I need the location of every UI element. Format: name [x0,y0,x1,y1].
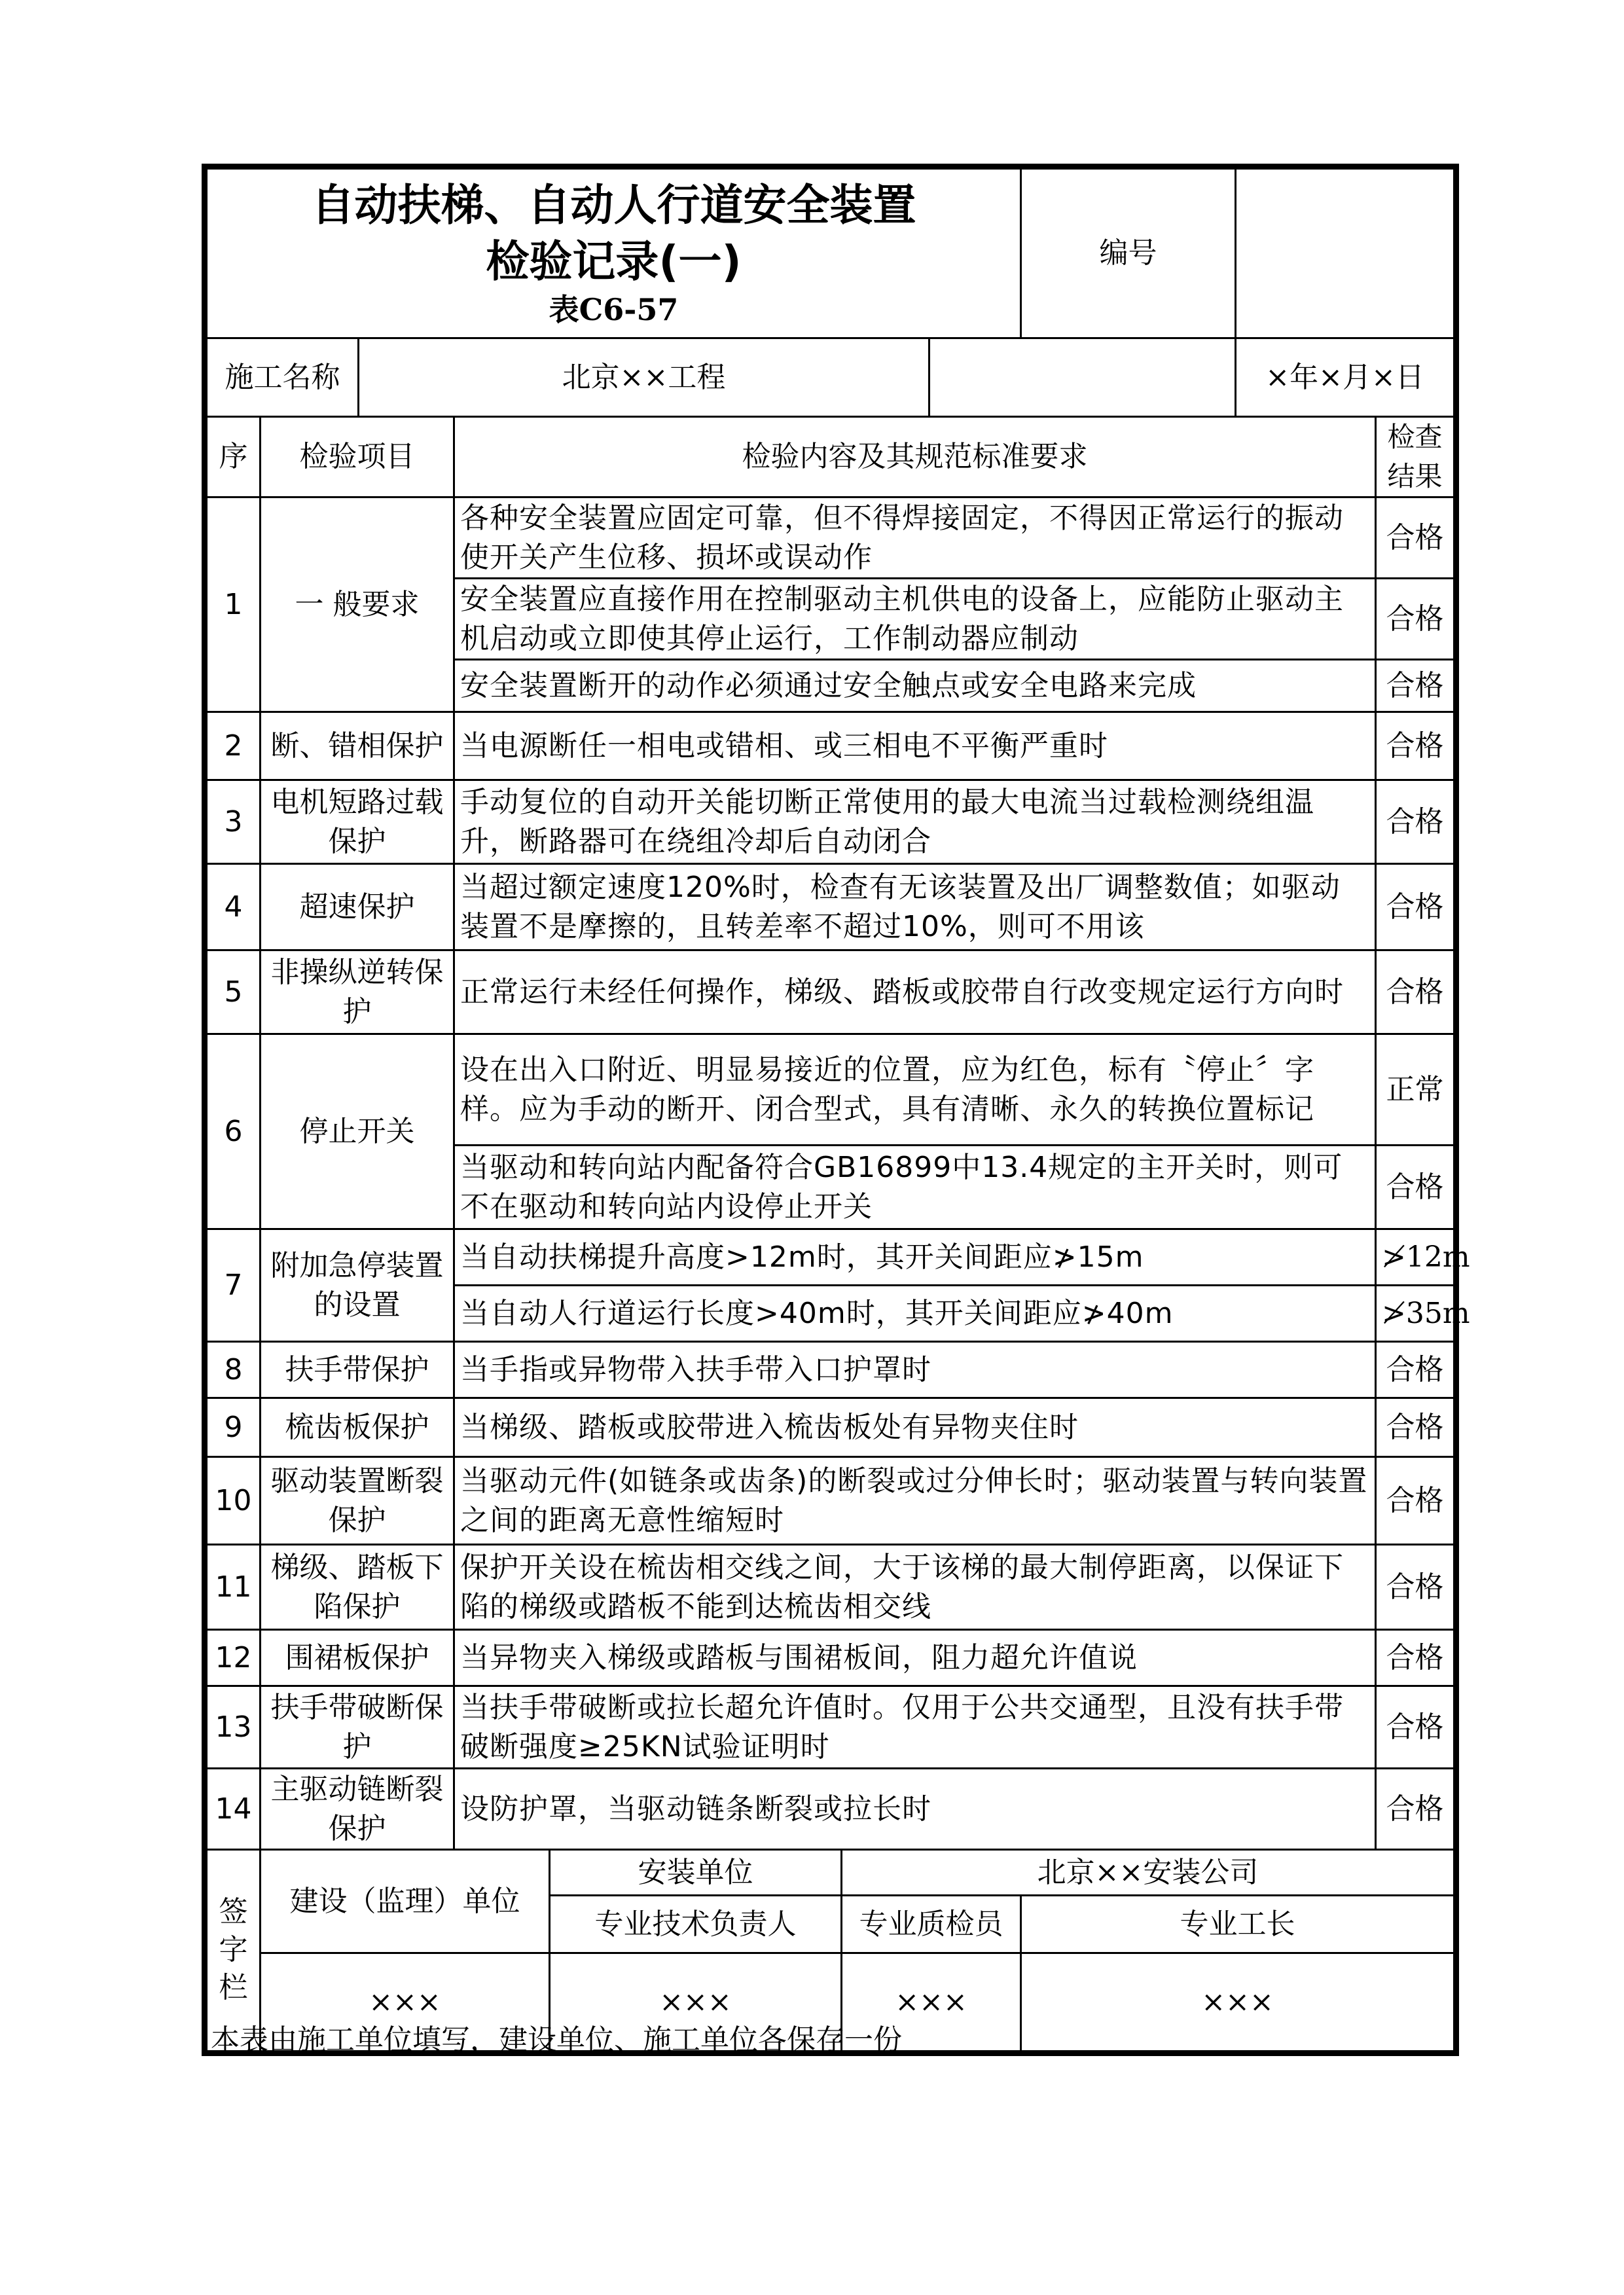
row-content: 各种安全装置应固定可靠，但不得焊接固定，不得因正常运行的振动使开关产生位移、损坏或误动作 [454,497,1376,579]
row-item: 一 般要求 [261,497,454,712]
qc-label: 专业质检员 [842,1896,1021,1953]
install-unit-label: 安装单位 [550,1850,842,1896]
row-result[interactable]: 合格 [1376,712,1454,780]
signature-label: 签字栏 [219,1895,248,2004]
row-seq: 4 [207,864,261,950]
row-content: 当超过额定速度120%时，检查有无该装置及出厂调整数值；如驱动装置不是摩擦的，且转差率不超过10%，则可不用该 [454,864,1376,950]
footnote: 本表由施工单位填写，建设单位、施工单位各保存一份 [211,2023,902,2057]
row-content: 设防护罩，当驱动链条断裂或拉长时 [454,1769,1376,1850]
owner-signature[interactable]: ××× [261,1953,550,2051]
form-title-cell [207,169,1021,338]
row-content: 保护开关设在梳齿相交线之间，大于该梯的最大制停距离，以保证下陷的梯级或踏板不能到达梳齿相交线 [454,1545,1376,1630]
tech-lead-label: 专业技术负责人 [550,1896,842,1953]
row-content: 设在出入口附近、明显易接近的位置，应为红色，标有〝停止〞字样。应为手动的断开、闭合型式，具有清晰、永久的转换位置标记 [454,1034,1376,1146]
row-content: 当驱动元件(如链条或齿条)的断裂或过分伸长时；驱动装置与转向装置之间的距离无意性缩短时 [454,1457,1376,1545]
row-item: 梳齿板保护 [261,1398,454,1457]
row-item: 超速保护 [261,864,454,950]
number-label: 编号 [1021,169,1236,338]
col-content-header: 检验内容及其规范标准要求 [454,417,1376,497]
row-seq: 3 [207,780,261,864]
row-seq: 12 [207,1630,261,1686]
row-item: 围裙板保护 [261,1630,454,1686]
row-content: 正常运行未经任何操作，梯级、踏板或胶带自行改变规定运行方向时 [454,950,1376,1034]
row-result[interactable]: 合格 [1376,1398,1454,1457]
row-result[interactable]: 合格 [1376,1545,1454,1630]
row-result[interactable]: 合格 [1376,579,1454,660]
row-item: 非操纵逆转保护 [261,950,454,1034]
row-seq: 14 [207,1769,261,1850]
tech-lead-signature[interactable]: ××× [550,1953,842,2051]
row-item: 断、错相保护 [261,712,454,780]
row-item: 附加急停装置的设置 [261,1229,454,1342]
row-result[interactable]: 合格 [1376,660,1454,712]
form-title-line2: 检验记录(一) [486,236,742,287]
row-result[interactable]: 合格 [1376,1146,1454,1229]
row-seq: 13 [207,1686,261,1769]
row-result[interactable]: 合格 [1376,1630,1454,1686]
row-result[interactable]: 合格 [1376,1457,1454,1545]
row-content: 安全装置断开的动作必须通过安全触点或安全电路来完成 [454,660,1376,712]
project-date[interactable]: ×年×月×日 [1236,338,1454,417]
project-name[interactable]: 北京××工程 [359,338,929,417]
row-seq: 11 [207,1545,261,1630]
foreman-signature[interactable]: ××× [1021,1953,1454,2051]
row-result[interactable]: ≯12m [1376,1229,1454,1286]
row-content: 当自动扶梯提升高度>12m时，其开关间距应≯15m [454,1229,1376,1286]
row-seq: 8 [207,1342,261,1398]
row-result[interactable]: 正常 [1376,1034,1454,1146]
row-content: 手动复位的自动开关能切断正常使用的最大电流当过载检测绕组温升，断路器可在绕组冷却后自动闭合 [454,780,1376,864]
qc-signature[interactable]: ××× [842,1953,1021,2051]
row-item: 梯级、踏板下陷保护 [261,1545,454,1630]
row-result[interactable]: 合格 [1376,780,1454,864]
form-title-line1: 自动扶梯、自动人行道安全装置 [311,180,916,230]
row-seq: 9 [207,1398,261,1457]
row-result[interactable]: 合格 [1376,1342,1454,1398]
row-result[interactable]: ≯35m [1376,1286,1454,1342]
row-result[interactable]: 合格 [1376,497,1454,579]
project-label: 施工名称 [207,338,359,417]
row-item: 电机短路过载保护 [261,780,454,864]
col-result-header: 检查结果 [1376,417,1454,497]
row-seq: 7 [207,1229,261,1342]
foreman-label: 专业工长 [1021,1896,1454,1953]
row-content: 当自动人行道运行长度>40m时，其开关间距应≯40m [454,1286,1376,1342]
form-code: 表C6-57 [549,292,679,327]
row-seq: 6 [207,1034,261,1229]
col-seq-header: 序 [207,417,261,497]
row-content: 当驱动和转向站内配备符合GB16899中13.4规定的主开关时，则可不在驱动和转向站内设停止开关 [454,1146,1376,1229]
install-unit-name[interactable]: 北京××安装公司 [842,1850,1454,1896]
number-value[interactable] [1236,169,1454,338]
row-content: 当电源断任一相电或错相、或三相电不平衡严重时 [454,712,1376,780]
row-content: 当梯级、踏板或胶带进入梳齿板处有异物夹住时 [454,1398,1376,1457]
row-content: 当异物夹入梯级或踏板与围裙板间，阻力超允许值说 [454,1630,1376,1686]
row-result[interactable]: 合格 [1376,1686,1454,1769]
row-item: 扶手带保护 [261,1342,454,1398]
row-seq: 2 [207,712,261,780]
row-item: 扶手带破断保护 [261,1686,454,1769]
row-content: 当手指或异物带入扶手带入口护罩时 [454,1342,1376,1398]
row-content: 安全装置应直接作用在控制驱动主机供电的设备上，应能防止驱动主机启动或立即使其停止运行，工作制动器应制动 [454,579,1376,660]
row-seq: 5 [207,950,261,1034]
col-item-header: 检验项目 [261,417,454,497]
owner-unit-label: 建设（监理）单位 [261,1850,550,1953]
row-item: 停止开关 [261,1034,454,1229]
row-seq: 10 [207,1457,261,1545]
row-item: 主驱动链断裂保护 [261,1769,454,1850]
row-content: 当扶手带破断或拉长超允许值时。仅用于公共交通型，且没有扶手带破断强度≥25KN试验证明时 [454,1686,1376,1769]
row-seq: 1 [207,497,261,712]
row-item: 驱动装置断裂保护 [261,1457,454,1545]
row-result[interactable]: 合格 [1376,950,1454,1034]
inspection-table [206,168,1470,2052]
row-result[interactable]: 合格 [1376,864,1454,950]
row-result[interactable]: 合格 [1376,1769,1454,1850]
record-form [206,168,1470,2052]
